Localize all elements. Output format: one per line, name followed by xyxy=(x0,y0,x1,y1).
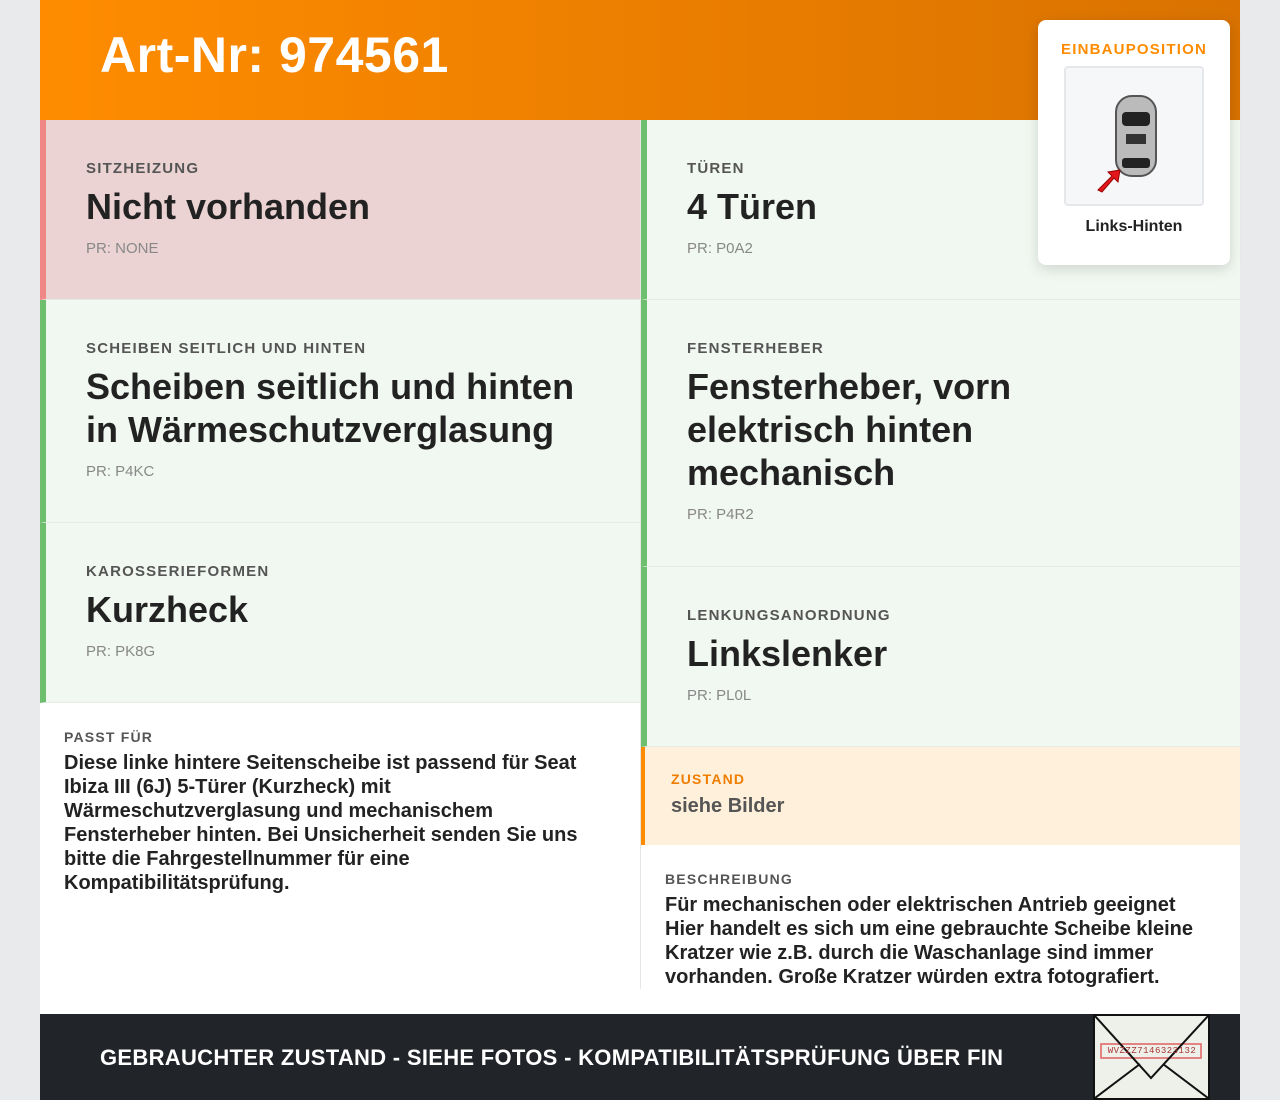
spec-card-steering xyxy=(641,567,1240,747)
spec-value: Kurzheck xyxy=(86,589,249,630)
spec-value: Linkslenker xyxy=(687,633,888,674)
spec-card-body-type xyxy=(40,523,640,703)
spec-value: Scheiben seitlich und hinten in Wärmeschutzverglasung xyxy=(86,366,575,450)
description-text: Für mechanischen oder elektrischen Antrieb geeignet Hier handelt es sich um eine gebrauchte Scheibe kleine Kratzer wie z.B. durch die Waschanlage sind immer vorhanden. Große Kratzer würden extra fotografiert. xyxy=(665,894,1193,988)
left-column xyxy=(40,120,640,989)
arrow-icon xyxy=(1098,170,1120,192)
footer-banner xyxy=(40,1014,1240,1100)
spec-pr-code: PR: P0A2 xyxy=(687,240,753,257)
fits-label: PASST FÜR xyxy=(64,729,154,745)
vin-number-text: WVZZZ7146323132 xyxy=(1107,1046,1197,1056)
spec-label: SITZHEIZUNG xyxy=(86,160,200,177)
spec-card-window-regulator xyxy=(641,300,1240,567)
spec-pr-code: PR: PL0L xyxy=(687,687,752,704)
car-top-view-icon xyxy=(1116,96,1156,176)
article-number: Art-Nr: 974561 xyxy=(100,27,449,83)
spec-label: TÜREN xyxy=(687,160,745,177)
description-section xyxy=(641,845,1240,989)
mounting-position-card xyxy=(1038,20,1230,265)
spec-pr-code: PR: P4KC xyxy=(86,463,155,480)
condition-section xyxy=(641,747,1240,845)
description-label: BESCHREIBUNG xyxy=(665,871,793,887)
spec-label: LENKUNGSANORDNUNG xyxy=(687,607,891,624)
spec-card-seat-heating xyxy=(40,120,640,300)
condition-text: siehe Bilder xyxy=(671,795,785,817)
spec-card-windows xyxy=(40,300,640,523)
spec-label: KAROSSERIEFORMEN xyxy=(86,563,270,580)
vin-envelope-image xyxy=(1093,1014,1210,1100)
fits-text: Diese linke hintere Seitenscheibe ist passend für Seat Ibiza III (6J) 5-Türer (Kurzheck) mit Wärmeschutzverglasung und mechanischem Fensterheber hinten. Bei Unsicherheit senden Sie uns bitte die Fahrgestellnummer für eine Kompatibilitätsprüfung. xyxy=(64,752,578,894)
spec-value: Fensterheber, vorn elektrisch hinten mechanisch xyxy=(687,366,1012,493)
fits-section xyxy=(40,703,640,895)
spec-value: 4 Türen xyxy=(687,186,818,227)
car-position-image xyxy=(1064,66,1204,206)
spec-pr-code: PR: PK8G xyxy=(86,643,156,660)
mounting-position-caption: Links-Hinten xyxy=(1085,218,1183,235)
spec-pr-code: PR: NONE xyxy=(86,240,159,257)
mounting-position-label: EINBAUPOSITION xyxy=(1061,41,1207,58)
footer-text: GEBRAUCHTER ZUSTAND - SIEHE FOTOS - KOMPATIBILITÄTSPRÜFUNG ÜBER FIN xyxy=(100,1045,1004,1070)
spec-label: SCHEIBEN SEITLICH UND HINTEN xyxy=(86,340,367,357)
product-sheet xyxy=(40,0,1240,1100)
spec-label: FENSTERHEBER xyxy=(687,340,824,357)
condition-label: ZUSTAND xyxy=(671,771,746,787)
spec-pr-code: PR: P4R2 xyxy=(687,506,754,523)
spec-value: Nicht vorhanden xyxy=(86,186,371,227)
